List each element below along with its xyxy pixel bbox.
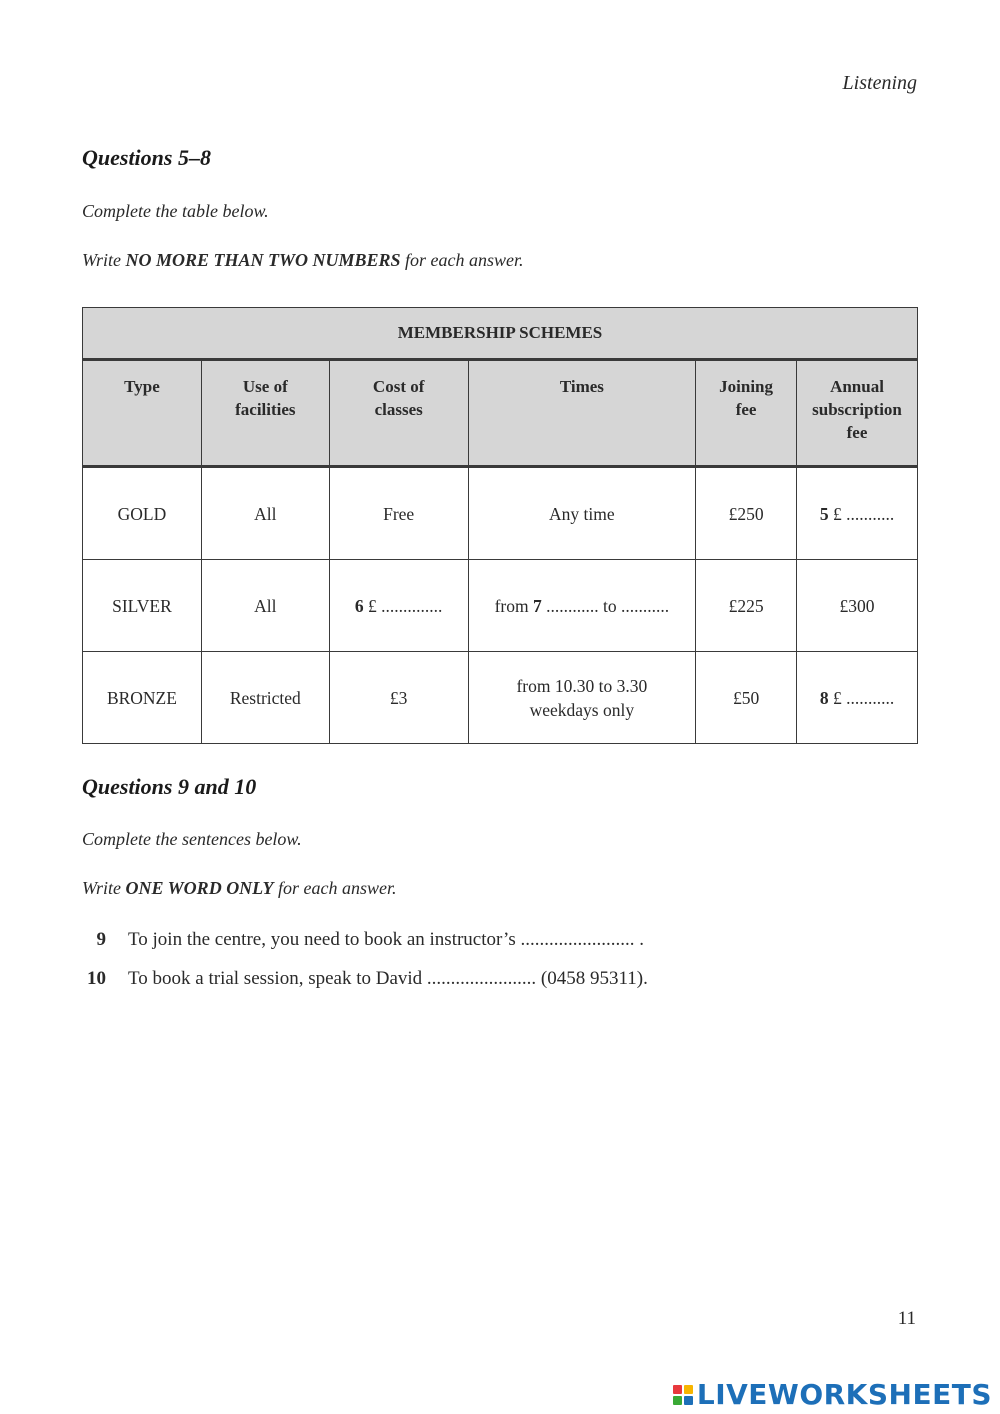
header-annual-fee: Annual subscription fee: [797, 360, 918, 467]
cell-type: BRONZE: [83, 652, 202, 744]
one-word-instruction: Write ONE WORD ONLY for each answer.: [82, 878, 397, 898]
table-title: MEMBERSHIP SCHEMES: [83, 308, 918, 360]
page-number: 11: [897, 1308, 916, 1329]
question-9[interactable]: [82, 929, 644, 951]
membership-table: [82, 307, 918, 744]
cell-joining: £50: [696, 652, 797, 744]
cell-cost: £3: [329, 652, 468, 744]
header-joining-fee: Joining fee: [696, 360, 797, 467]
cell-annual: £300: [797, 560, 918, 652]
header-type: Type: [83, 360, 202, 467]
question-number: 10: [87, 968, 106, 989]
word-limit-instruction: Write NO MORE THAN TWO NUMBERS for each answer.: [82, 250, 524, 270]
cell-type: SILVER: [83, 560, 202, 652]
answer-gap-8[interactable]: 8 £ ...........: [797, 652, 918, 744]
cell-type: GOLD: [83, 467, 202, 560]
table-row-silver: [83, 560, 918, 652]
cell-times: Any time: [468, 467, 696, 560]
table-instruction: Complete the table below.: [82, 201, 269, 221]
questions-9-10-heading: Questions 9 and 10: [82, 774, 257, 799]
cell-cost: Free: [329, 467, 468, 560]
cell-use: All: [201, 560, 329, 652]
question-text: To join the centre, you need to book an instructor’s ........................ .: [128, 929, 644, 950]
cell-times: from 10.30 to 3.30 weekdays only: [468, 652, 696, 744]
answer-gap-5[interactable]: 5 £ ...........: [797, 467, 918, 560]
table-row-bronze: [83, 652, 918, 744]
answer-gap-7[interactable]: from 7 ............ to ...........: [468, 560, 696, 652]
cell-use: Restricted: [201, 652, 329, 744]
header-times: Times: [468, 360, 696, 467]
questions-5-8-heading: Questions 5–8: [82, 145, 211, 170]
brand-name: LIVEWORKSHEETS: [696, 1378, 992, 1411]
question-number: 9: [96, 929, 106, 950]
header-cost-of-classes: Cost of classes: [329, 360, 468, 467]
header-use-of-facilities: Use of facilities: [201, 360, 329, 467]
cell-use: All: [201, 467, 329, 560]
liveworksheets-brand[interactable]: [673, 1378, 992, 1411]
sentences-instruction: Complete the sentences below.: [82, 829, 302, 849]
liveworksheets-logo-icon: [673, 1385, 693, 1405]
question-10[interactable]: [82, 968, 648, 990]
cell-joining: £225: [696, 560, 797, 652]
section-label: Listening: [842, 72, 917, 94]
table-row-gold: [83, 467, 918, 560]
question-text: To book a trial session, speak to David ....................... (0458 95311).: [128, 968, 648, 989]
cell-joining: £250: [696, 467, 797, 560]
answer-gap-6[interactable]: 6 £ ..............: [329, 560, 468, 652]
